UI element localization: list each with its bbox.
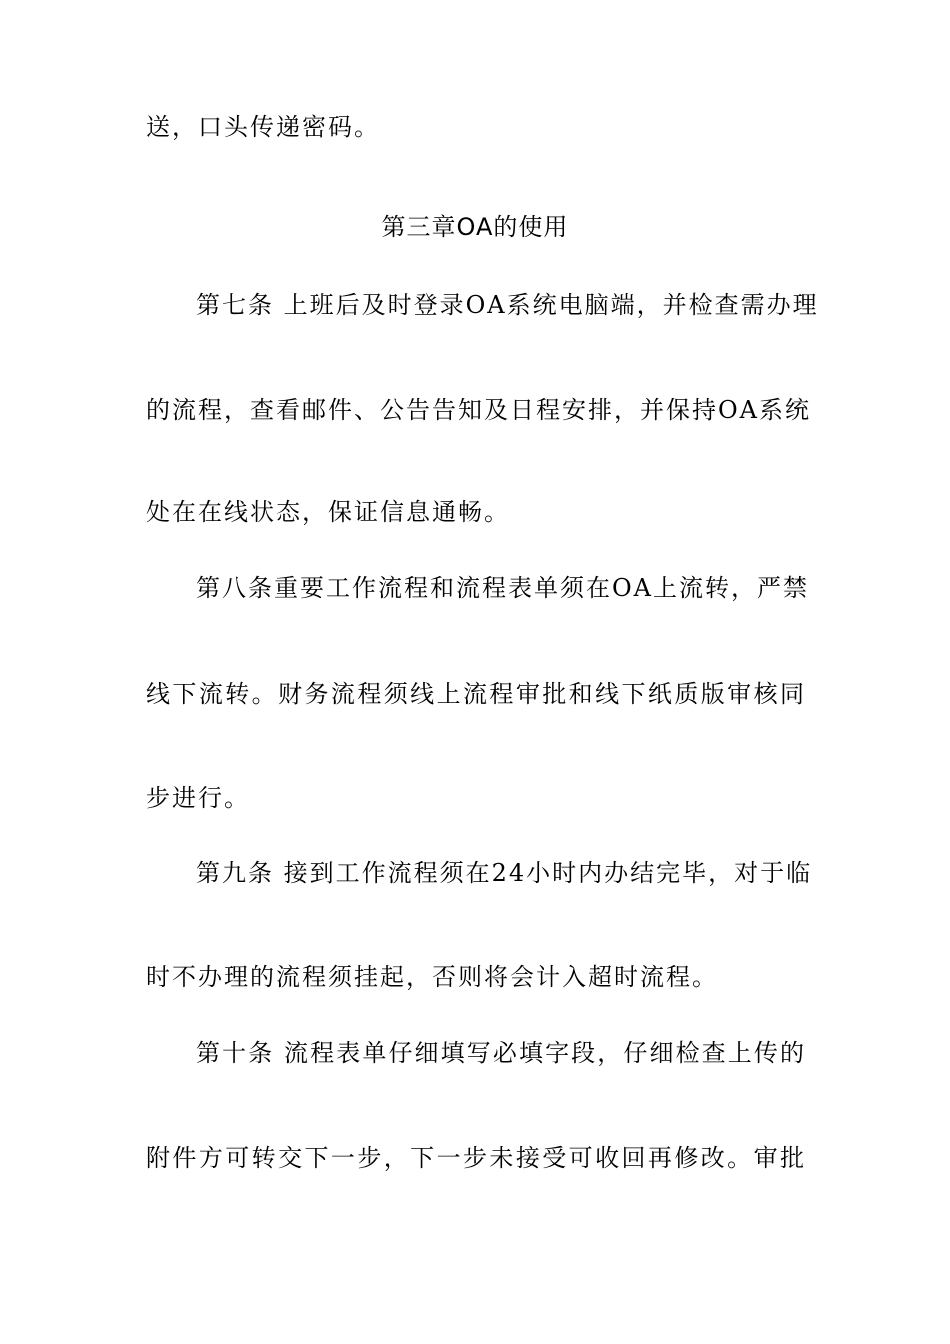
article-10-line-2: 附件方可转交下一步，下一步未接受可收回再修改。审批 bbox=[146, 1144, 806, 1172]
article-8-line-3: 步进行。 bbox=[146, 784, 250, 812]
article-9-line-2: 时不办理的流程须挂起，否则将会计入超时流程。 bbox=[146, 963, 718, 991]
article-9-line-1: 第九条 接到工作流程须在24小时内办结完毕，对于临 bbox=[196, 859, 813, 887]
article-8-line-2: 线下流转。财务流程须线上流程审批和线下纸质版审核同 bbox=[146, 680, 806, 708]
article-7-line-3: 处在在线状态，保证信息通畅。 bbox=[146, 498, 510, 526]
article-7-line-1: 第七条 上班后及时登录OA系统电脑端，并检查需办理 bbox=[196, 291, 819, 319]
article-10-line-1: 第十条 流程表单仔细填写必填字段，仔细检查上传的 bbox=[196, 1039, 806, 1067]
paragraph-line-continuation: 送，口头传递密码。 bbox=[146, 113, 380, 141]
article-8-line-1: 第八条重要工作流程和流程表单须在OA上流转，严禁 bbox=[196, 574, 810, 602]
chapter-heading: 第三章OA的使用 bbox=[381, 213, 569, 241]
article-7-line-2: 的流程，查看邮件、公告告知及日程安排，并保持OA系统 bbox=[146, 396, 812, 424]
